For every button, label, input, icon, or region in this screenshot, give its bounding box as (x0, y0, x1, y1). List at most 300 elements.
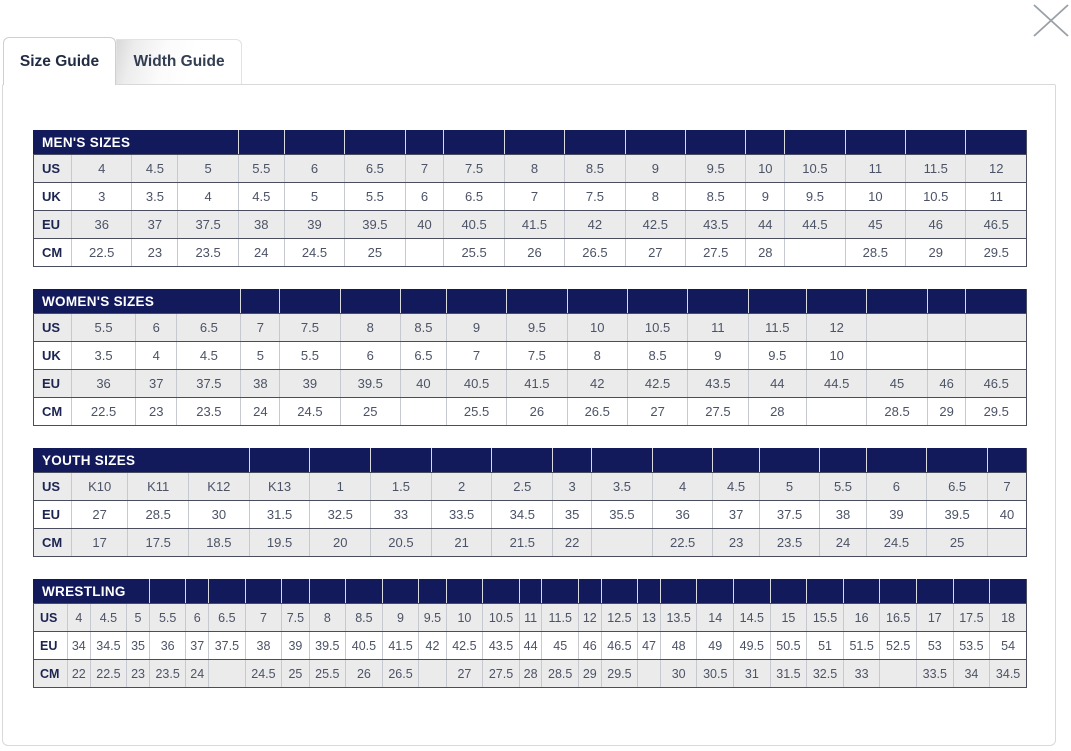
size-cell: 17.5 (128, 529, 189, 557)
size-cell: 26.5 (382, 660, 419, 688)
size-cell: 6.5 (345, 155, 405, 183)
size-cell: 4 (72, 155, 132, 183)
size-cell: 8.5 (346, 604, 383, 632)
size-cell: 7 (987, 473, 1026, 501)
size-cell: 27 (625, 239, 685, 267)
size-row (34, 529, 1027, 557)
size-cell: 32.5 (807, 660, 844, 688)
size-cell: 3.5 (132, 183, 178, 211)
size-cell: 13.5 (660, 604, 697, 632)
header-cell (186, 580, 209, 604)
size-cell: 6 (866, 473, 927, 501)
size-cell: 30.5 (697, 660, 734, 688)
tab-label: Width Guide (133, 53, 225, 70)
size-cell: 37 (186, 632, 209, 660)
size-cell: 45 (867, 370, 927, 398)
size-cell: 5 (178, 155, 238, 183)
size-cell: 10 (845, 183, 905, 211)
size-cell: 22.5 (72, 239, 132, 267)
size-cell: 42.5 (625, 211, 685, 239)
size-cell: 38 (820, 501, 866, 529)
size-cell: 39 (282, 632, 309, 660)
size-cell: 8 (340, 314, 400, 342)
header-cell (567, 290, 627, 314)
header-cell (746, 131, 785, 155)
header-cell (504, 131, 564, 155)
header-cell (249, 449, 310, 473)
header-cell (966, 131, 1027, 155)
size-cell: 7 (504, 183, 564, 211)
size-cell: 46.5 (601, 632, 638, 660)
size-cell: 31 (734, 660, 771, 688)
size-cell: 35.5 (592, 501, 653, 529)
size-cell: K11 (128, 473, 189, 501)
size-cell: 43.5 (686, 211, 746, 239)
size-cell: 29 (906, 239, 966, 267)
size-cell: 28.5 (845, 239, 905, 267)
size-cell: 12.5 (601, 604, 638, 632)
size-cell: 29 (927, 398, 966, 426)
size-cell: 28.5 (867, 398, 927, 426)
header-cell (346, 580, 383, 604)
header-cell (284, 131, 344, 155)
size-cell: 21.5 (492, 529, 553, 557)
size-row (34, 398, 1027, 426)
size-cell: 40 (987, 501, 1026, 529)
size-cell: 38 (241, 370, 280, 398)
size-cell: 22.5 (90, 660, 127, 688)
size-cell: 24.5 (280, 398, 340, 426)
size-cell: 37.5 (759, 501, 820, 529)
row-label: EU (34, 632, 68, 660)
size-cell: 4.5 (713, 473, 759, 501)
size-cell: 42.5 (627, 370, 687, 398)
size-cell: 5.5 (149, 604, 186, 632)
size-cell: 5.5 (280, 342, 340, 370)
header-cell (713, 449, 759, 473)
size-cell: 23 (136, 398, 177, 426)
header-cell (987, 449, 1026, 473)
size-cell: 6 (186, 604, 209, 632)
row-label: UK (34, 342, 72, 370)
size-cell: 44 (746, 211, 785, 239)
tab-width-guide[interactable] (116, 39, 242, 84)
header-cell (686, 131, 746, 155)
size-row (34, 183, 1027, 211)
header-cell (446, 290, 506, 314)
header-cell (483, 580, 520, 604)
size-cell: 36 (72, 211, 132, 239)
size-cell: 54 (990, 632, 1027, 660)
header-cell (953, 580, 990, 604)
size-cell (638, 660, 661, 688)
size-cell: 20.5 (371, 529, 432, 557)
header-cell (697, 580, 734, 604)
size-cell: 4 (68, 604, 91, 632)
size-cell: 10 (746, 155, 785, 183)
size-cell: 4.5 (90, 604, 127, 632)
size-cell: 25.5 (446, 398, 506, 426)
size-cell: 26.5 (567, 398, 627, 426)
size-cell: 40.5 (346, 632, 383, 660)
size-cell (592, 529, 653, 557)
size-cell: 25 (282, 660, 309, 688)
size-cell: 41.5 (382, 632, 419, 660)
header-cell (820, 449, 866, 473)
size-cell: 8 (625, 183, 685, 211)
size-cell: 44.5 (785, 211, 845, 239)
size-cell: 23.5 (178, 239, 238, 267)
size-cell: 14 (697, 604, 734, 632)
size-cell: 7.5 (282, 604, 309, 632)
header-cell (866, 449, 927, 473)
row-label: US (34, 155, 72, 183)
size-cell: 4 (652, 473, 713, 501)
size-cell: 53 (917, 632, 954, 660)
size-cell: K13 (249, 473, 310, 501)
header-cell (209, 580, 246, 604)
size-cell: 3 (553, 473, 592, 501)
size-cell: 5.5 (238, 155, 284, 183)
size-cell: K12 (189, 473, 250, 501)
size-cell (867, 342, 927, 370)
size-cell: 26 (507, 398, 567, 426)
row-label: EU (34, 501, 72, 529)
header-cell (400, 290, 446, 314)
size-cell: 8.5 (565, 155, 625, 183)
size-cell: 33 (843, 660, 880, 688)
size-cell: 53.5 (953, 632, 990, 660)
size-cell: 26.5 (565, 239, 625, 267)
size-row (34, 473, 1027, 501)
header-cell (431, 449, 492, 473)
size-cell: 52.5 (880, 632, 917, 660)
size-cell: 1 (310, 473, 371, 501)
header-cell (759, 449, 820, 473)
size-cell: 5.5 (820, 473, 866, 501)
table-title: YOUTH SIZES (34, 449, 250, 473)
size-cell: 9.5 (419, 604, 446, 632)
header-cell (553, 449, 592, 473)
size-cell: 18 (990, 604, 1027, 632)
size-cell: 24.5 (284, 239, 344, 267)
size-cell: 11.5 (542, 604, 579, 632)
size-cell: 11.5 (748, 314, 806, 342)
header-cell (807, 290, 867, 314)
size-cell: 41.5 (504, 211, 564, 239)
size-cell: 29.5 (966, 239, 1027, 267)
header-cell (927, 449, 988, 473)
size-cell: 10.5 (627, 314, 687, 342)
size-cell: 30 (660, 660, 697, 688)
size-cell: 19.5 (249, 529, 310, 557)
header-cell (507, 290, 567, 314)
size-cell: 32.5 (310, 501, 371, 529)
size-cell: 37 (136, 370, 177, 398)
size-cell (987, 529, 1026, 557)
size-cell: 9.5 (748, 342, 806, 370)
size-cell: 6.5 (177, 314, 241, 342)
size-cell: 27.5 (688, 398, 748, 426)
size-cell: 38 (238, 211, 284, 239)
size-cell: 11 (966, 183, 1027, 211)
close-icon[interactable] (1031, 1, 1071, 39)
table-title: MEN'S SIZES (34, 131, 239, 155)
header-cell (245, 580, 282, 604)
size-cell: 49.5 (734, 632, 771, 660)
size-cell: 23.5 (149, 660, 186, 688)
size-cell: 7.5 (507, 342, 567, 370)
size-cell: 43.5 (688, 370, 748, 398)
header-cell (807, 580, 844, 604)
size-cell: 42 (567, 370, 627, 398)
size-cell: 16.5 (880, 604, 917, 632)
header-cell (927, 290, 966, 314)
youth-sizes-table (33, 448, 1027, 557)
size-cell: 37.5 (178, 211, 238, 239)
size-cell: 11 (688, 314, 748, 342)
size-cell: 21 (431, 529, 492, 557)
size-cell: 45 (845, 211, 905, 239)
size-cell: 25 (345, 239, 405, 267)
size-row (34, 239, 1027, 267)
size-cell: 46 (906, 211, 966, 239)
size-cell: 30 (189, 501, 250, 529)
size-cell: 5 (759, 473, 820, 501)
size-cell: 5.5 (345, 183, 405, 211)
size-cell: 33.5 (431, 501, 492, 529)
size-cell: 7.5 (444, 155, 504, 183)
size-cell: 25.5 (444, 239, 504, 267)
header-cell (345, 131, 405, 155)
size-cell: 39.5 (927, 501, 988, 529)
womens-sizes-table (33, 289, 1027, 426)
size-cell: 22 (553, 529, 592, 557)
header-cell (880, 580, 917, 604)
header-cell (444, 131, 504, 155)
header-cell (371, 449, 432, 473)
size-cell: 36 (72, 370, 136, 398)
size-cell: 20 (310, 529, 371, 557)
size-cell: 12 (966, 155, 1027, 183)
row-label: UK (34, 183, 72, 211)
size-cell: 24.5 (245, 660, 282, 688)
size-row (34, 660, 1027, 688)
size-cell: 6.5 (444, 183, 504, 211)
size-cell: 50.5 (770, 632, 807, 660)
size-cell: 11 (845, 155, 905, 183)
size-cell: 37 (713, 501, 759, 529)
header-cell (282, 580, 309, 604)
header-cell (845, 131, 905, 155)
size-cell: 36 (149, 632, 186, 660)
header-cell (446, 580, 483, 604)
size-cell: 25 (927, 529, 988, 557)
size-cell: 29.5 (966, 398, 1027, 426)
size-cell: 9.5 (507, 314, 567, 342)
size-cell: 34.5 (492, 501, 553, 529)
size-row (34, 155, 1027, 183)
size-cell: 10 (807, 342, 867, 370)
size-cell: 42 (419, 632, 446, 660)
size-cell: 3.5 (72, 342, 136, 370)
size-cell: 23.5 (759, 529, 820, 557)
size-cell: 23 (127, 660, 150, 688)
size-cell: 40 (400, 370, 446, 398)
size-cell: 7 (241, 314, 280, 342)
tab-label: Size Guide (19, 52, 100, 70)
size-cell: 22.5 (652, 529, 713, 557)
size-cell: 1.5 (371, 473, 432, 501)
size-cell: 8 (504, 155, 564, 183)
size-cell: 17 (72, 529, 128, 557)
header-cell (601, 580, 638, 604)
header-cell (238, 131, 284, 155)
size-cell (400, 398, 446, 426)
header-cell (906, 131, 966, 155)
size-cell: 17.5 (953, 604, 990, 632)
size-cell: 8 (309, 604, 346, 632)
size-cell: 35 (553, 501, 592, 529)
size-cell: 10 (567, 314, 627, 342)
size-cell: 22.5 (72, 398, 136, 426)
size-cell: 40.5 (444, 211, 504, 239)
size-cell: 7 (245, 604, 282, 632)
size-cell: 8.5 (686, 183, 746, 211)
size-cell: 4 (178, 183, 238, 211)
row-label: CM (34, 660, 68, 688)
size-cell: 6.5 (927, 473, 988, 501)
size-cell: 39.5 (340, 370, 400, 398)
header-cell (660, 580, 697, 604)
header-cell (652, 449, 713, 473)
size-cell: 43.5 (483, 632, 520, 660)
header-cell (309, 580, 346, 604)
header-cell (492, 449, 553, 473)
size-cell: 37 (132, 211, 178, 239)
size-cell: 2 (431, 473, 492, 501)
size-cell: 4 (136, 342, 177, 370)
size-cell: 49 (697, 632, 734, 660)
size-cell: 3 (72, 183, 132, 211)
size-cell (209, 660, 246, 688)
size-cell: 51 (807, 632, 844, 660)
size-cell: 46 (579, 632, 602, 660)
size-cell: 35 (127, 632, 150, 660)
size-row (34, 370, 1027, 398)
size-cell: 3.5 (592, 473, 653, 501)
size-cell: 27 (446, 660, 483, 688)
size-cell: 39 (866, 501, 927, 529)
size-cell: 6 (340, 342, 400, 370)
size-cell: 9 (382, 604, 419, 632)
size-cell (867, 314, 927, 342)
size-cell: 24 (186, 660, 209, 688)
size-cell: 33.5 (917, 660, 954, 688)
size-cell: 31.5 (249, 501, 310, 529)
header-cell (770, 580, 807, 604)
header-cell (542, 580, 579, 604)
size-cell: 9 (688, 342, 748, 370)
table-title: WOMEN'S SIZES (34, 290, 241, 314)
row-label: US (34, 473, 72, 501)
size-cell: 24 (241, 398, 280, 426)
size-cell: 9 (746, 183, 785, 211)
size-cell: 5 (127, 604, 150, 632)
size-cell: 23 (713, 529, 759, 557)
size-cell: 10 (446, 604, 483, 632)
size-cell: 9.5 (785, 183, 845, 211)
size-cell: 23 (132, 239, 178, 267)
size-cell: 48 (660, 632, 697, 660)
size-cell: 10.5 (906, 183, 966, 211)
header-cell (241, 290, 280, 314)
row-label: US (34, 604, 68, 632)
header-cell (280, 290, 340, 314)
size-cell: 39 (280, 370, 340, 398)
header-cell (785, 131, 845, 155)
size-cell: 51.5 (843, 632, 880, 660)
size-cell: 5 (241, 342, 280, 370)
row-label: EU (34, 211, 72, 239)
size-cell: 28 (746, 239, 785, 267)
size-cell: 40 (405, 211, 444, 239)
header-cell (688, 290, 748, 314)
header-cell (310, 449, 371, 473)
tab-size-guide[interactable] (3, 37, 116, 85)
header-cell (419, 580, 446, 604)
size-cell: 29.5 (601, 660, 638, 688)
header-cell (565, 131, 625, 155)
size-cell: 2.5 (492, 473, 553, 501)
size-cell: 24 (820, 529, 866, 557)
size-cell: 34.5 (990, 660, 1027, 688)
size-cell: 11 (519, 604, 542, 632)
size-cell: 15 (770, 604, 807, 632)
size-cell: 4.5 (238, 183, 284, 211)
size-cell: 37.5 (177, 370, 241, 398)
header-cell (843, 580, 880, 604)
wrestling-sizes-table (33, 579, 1027, 688)
size-cell: 9.5 (686, 155, 746, 183)
size-cell: 44 (519, 632, 542, 660)
size-cell: 17 (917, 604, 954, 632)
row-label: US (34, 314, 72, 342)
header-cell (625, 131, 685, 155)
size-cell: 7 (405, 155, 444, 183)
header-cell (966, 290, 1027, 314)
size-cell (785, 239, 845, 267)
row-label: EU (34, 370, 72, 398)
size-cell: 47 (638, 632, 661, 660)
size-cell: 26 (346, 660, 383, 688)
size-cell: 45 (542, 632, 579, 660)
size-cell: 7.5 (280, 314, 340, 342)
size-cell: 24.5 (866, 529, 927, 557)
header-cell (917, 580, 954, 604)
size-row (34, 211, 1027, 239)
header-cell (748, 290, 806, 314)
size-cell: 44.5 (807, 370, 867, 398)
size-cell: 39.5 (345, 211, 405, 239)
row-label: CM (34, 239, 72, 267)
size-cell (880, 660, 917, 688)
size-cell: 46.5 (966, 370, 1027, 398)
size-cell (927, 314, 966, 342)
size-cell: 22 (68, 660, 91, 688)
size-cell: 44 (748, 370, 806, 398)
size-cell: 34 (68, 632, 91, 660)
